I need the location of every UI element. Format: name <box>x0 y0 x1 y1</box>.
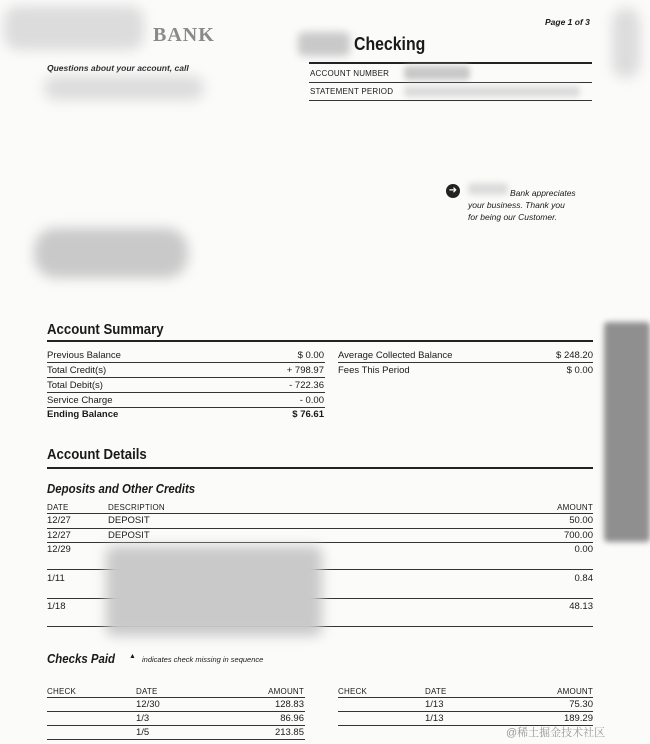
summary-row-rule <box>47 407 325 408</box>
summary-row-rule <box>47 392 325 393</box>
deposit-amount: 700.00 <box>563 530 593 541</box>
checks-col-check-2: CHECK <box>338 687 368 696</box>
deposits-header-rule <box>47 513 593 514</box>
deposit-amount: 0.84 <box>574 573 593 584</box>
redacted-descriptions <box>106 546 322 636</box>
summary-label-debits: Total Debit(s) <box>47 380 103 391</box>
check-date: 1/5 <box>136 727 150 738</box>
checks-note: indicates check missing in sequence <box>142 655 264 664</box>
details-title: Account Details <box>47 446 147 463</box>
summary-label-avg-balance: Average Collected Balance <box>338 350 453 361</box>
deposits-col-description: DESCRIPTION <box>108 503 165 512</box>
checks-col-check: CHECK <box>47 687 77 696</box>
deposit-amount: 48.13 <box>569 601 593 612</box>
checks-title: Checks Paid <box>47 651 116 666</box>
check-date-2: 1/13 <box>425 713 444 724</box>
summary-label-credits: Total Credit(s) <box>47 365 107 376</box>
summary-label-previous: Previous Balance <box>47 350 121 361</box>
redacted-address <box>34 228 188 278</box>
message-line-3: for being our Customer. <box>468 212 557 222</box>
summary-label-ending: Ending Balance <box>47 409 119 420</box>
redacted-bank-logo <box>4 6 144 50</box>
deposit-description: DEPOSIT <box>108 530 150 541</box>
summary-value-ending: $ 76.61 <box>292 409 324 420</box>
summary-label-service: Service Charge <box>47 395 113 406</box>
checks-col-date: DATE <box>136 687 158 696</box>
redacted-bank-short <box>468 183 508 195</box>
check-row-rule <box>47 739 305 740</box>
summary-row-rule <box>47 362 325 363</box>
header-rule-3 <box>309 100 592 101</box>
statement-title: Checking <box>354 34 426 54</box>
details-rule <box>47 467 593 469</box>
deposit-row-rule <box>47 542 593 543</box>
statement-period-label: STATEMENT PERIOD <box>310 87 394 96</box>
checks-col-amount-2: AMOUNT <box>557 687 593 696</box>
check-date-2: 1/13 <box>425 699 444 710</box>
message-line-2: your business. Thank you <box>468 200 565 210</box>
deposit-date: 12/29 <box>47 544 71 555</box>
checks-header-rule-2 <box>338 697 593 698</box>
summary-value-service: - 0.00 <box>299 395 324 406</box>
header-rule-2 <box>309 82 592 83</box>
summary-label-fees: Fees This Period <box>338 365 410 376</box>
deposit-amount: 50.00 <box>569 515 593 526</box>
summary-title: Account Summary <box>47 321 164 338</box>
deposit-date: 1/11 <box>47 573 65 584</box>
check-amount: 128.83 <box>274 699 304 710</box>
bank-name: BANK <box>153 24 215 46</box>
redacted-margin <box>612 8 640 78</box>
checks-header-rule <box>47 697 305 698</box>
summary-value-debits: - 722.36 <box>289 380 324 391</box>
deposit-date: 1/18 <box>47 601 66 612</box>
check-date: 1/3 <box>136 713 150 724</box>
check-row-rule-2 <box>338 711 593 712</box>
summary-rule <box>47 340 593 342</box>
triangle-marker-icon: ▲ <box>129 653 136 660</box>
check-amount-2: 189.29 <box>563 713 593 724</box>
deposit-row-rule <box>47 528 593 529</box>
header-rule <box>309 62 592 64</box>
summary-row-rule <box>338 362 593 363</box>
checks-col-date-2: DATE <box>425 687 447 696</box>
summary-value-fees: $ 0.00 <box>566 365 593 376</box>
deposit-date: 12/27 <box>47 515 71 526</box>
deposit-date: 12/27 <box>47 530 71 541</box>
check-date: 12/30 <box>136 699 160 710</box>
check-row-rule <box>47 711 305 712</box>
check-amount: 213.85 <box>274 727 304 738</box>
redacted-phone <box>44 76 204 100</box>
deposits-title: Deposits and Other Credits <box>47 481 196 496</box>
deposit-amount: 0.00 <box>574 544 593 555</box>
redacted-product <box>298 32 350 56</box>
redacted-side-strip <box>604 322 650 542</box>
check-amount-2: 75.30 <box>569 699 593 710</box>
summary-value-avg-balance: $ 248.20 <box>556 350 593 361</box>
watermark-text: @稀土掘金技术社区 <box>506 727 606 739</box>
deposit-description: DEPOSIT <box>108 515 150 526</box>
page-number: Page 1 of 3 <box>545 17 590 27</box>
deposits-col-date: DATE <box>47 503 69 512</box>
check-amount: 86.96 <box>280 713 304 724</box>
checks-col-amount: AMOUNT <box>268 687 304 696</box>
summary-value-credits: + 798.97 <box>286 365 324 376</box>
check-row-rule <box>47 725 305 726</box>
redacted-account-number <box>404 66 470 80</box>
redacted-period <box>404 86 580 97</box>
deposits-col-amount: AMOUNT <box>557 503 593 512</box>
questions-text: Questions about your account, call <box>47 63 189 73</box>
summary-row-rule <box>47 377 325 378</box>
summary-value-previous: $ 0.00 <box>297 350 324 361</box>
arrow-right-icon: ➜ <box>446 184 460 198</box>
message-line-1: Bank appreciates <box>510 188 576 198</box>
account-number-label: ACCOUNT NUMBER <box>310 69 390 78</box>
